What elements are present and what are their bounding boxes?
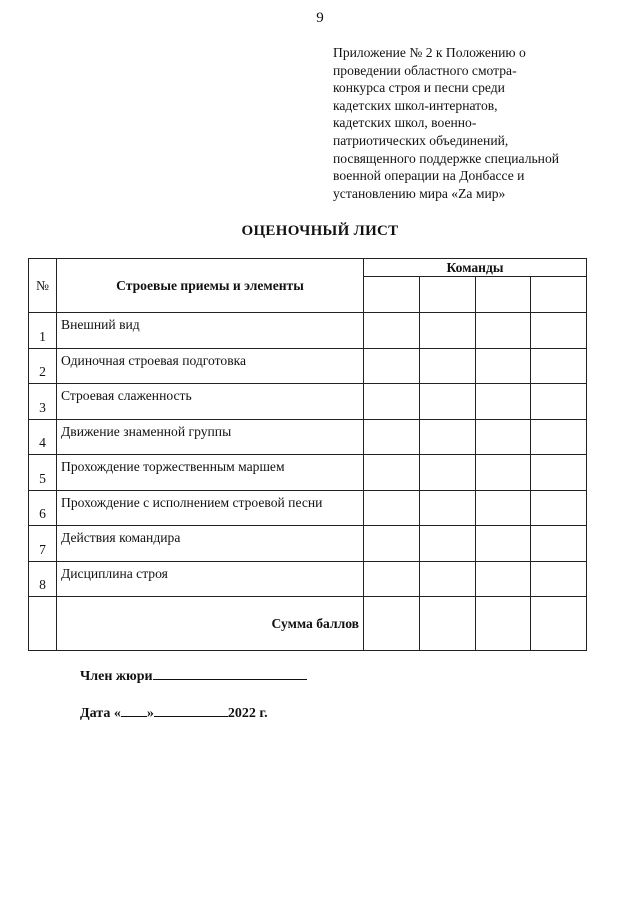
score-cell[interactable]: [419, 313, 475, 349]
row-number: 1: [29, 313, 57, 349]
table-row: [29, 490, 587, 526]
score-cell[interactable]: [364, 313, 420, 349]
jury-signature-field[interactable]: [153, 666, 307, 680]
table-row: [29, 419, 587, 455]
appendix-line: кадетских школ, военно-: [333, 115, 477, 131]
row-number: 8: [29, 561, 57, 597]
total-score-cell[interactable]: [531, 597, 587, 651]
row-number: 2: [29, 348, 57, 384]
appendix-line: Приложение № 2 к Положению о: [333, 45, 526, 60]
score-cell[interactable]: [419, 384, 475, 420]
appendix-line: патриотических объединений,: [333, 132, 509, 148]
scoring-table: [28, 258, 587, 651]
table-row: [29, 526, 587, 562]
score-cell[interactable]: [531, 384, 587, 420]
row-label: Прохождение с исполнением строевой песни: [57, 490, 364, 526]
score-cell[interactable]: [364, 348, 420, 384]
table-row: [29, 561, 587, 597]
row-number: 4: [29, 419, 57, 455]
score-cell[interactable]: [475, 348, 531, 384]
score-cell[interactable]: [531, 561, 587, 597]
page-number: 9: [316, 10, 324, 26]
row-label: Строевая слаженность: [57, 384, 364, 420]
score-cell[interactable]: [475, 384, 531, 420]
total-score-cell[interactable]: [419, 597, 475, 651]
score-cell[interactable]: [364, 561, 420, 597]
score-cell[interactable]: [419, 455, 475, 491]
score-cell[interactable]: [419, 561, 475, 597]
score-cell[interactable]: [364, 490, 420, 526]
appendix-line: конкурса строя и песни среди: [333, 80, 505, 96]
total-score-cell[interactable]: [364, 597, 420, 651]
score-cell[interactable]: [475, 526, 531, 562]
team-column-2[interactable]: [419, 277, 475, 313]
score-cell[interactable]: [475, 490, 531, 526]
date-quote-close: »: [146, 706, 154, 721]
table-row: [29, 384, 587, 420]
document-title: ОЦЕНОЧНЫЙ ЛИСТ: [241, 223, 399, 239]
row-label: Прохождение торжественным маршем: [57, 455, 364, 491]
appendix-line: проведении областного смотра-: [333, 62, 517, 78]
row-label: Одиночная строевая подготовка: [57, 348, 364, 384]
appendix-line: установлению мира «Za мир»: [333, 185, 506, 201]
month-field[interactable]: [154, 703, 228, 717]
score-cell[interactable]: [531, 313, 587, 349]
date-line: [80, 703, 268, 722]
total-score-cell[interactable]: [475, 597, 531, 651]
team-column-1[interactable]: [364, 277, 420, 313]
score-cell[interactable]: [531, 348, 587, 384]
row-label: Внешний вид: [57, 313, 364, 349]
appendix-line: посвященного поддержке специальной: [333, 150, 560, 166]
total-row: [29, 597, 587, 651]
row-number: 5: [29, 455, 57, 491]
column-header-teams: Команды: [364, 259, 587, 277]
score-cell[interactable]: [364, 526, 420, 562]
row-label: Действия командира: [57, 526, 364, 562]
row-number: 7: [29, 526, 57, 562]
column-header-item: Строевые приемы и элементы: [57, 259, 364, 313]
score-cell[interactable]: [475, 419, 531, 455]
score-cell[interactable]: [419, 526, 475, 562]
score-cell[interactable]: [364, 384, 420, 420]
date-label: Дата «: [80, 706, 121, 721]
year-label: 2022 г.: [227, 706, 268, 721]
score-cell[interactable]: [531, 455, 587, 491]
table-header-row: [29, 259, 587, 277]
score-cell[interactable]: [531, 490, 587, 526]
row-label: Дисциплина строя: [57, 561, 364, 597]
appendix-line: военной операции на Донбассе и: [333, 168, 525, 184]
score-cell[interactable]: [419, 419, 475, 455]
score-cell[interactable]: [419, 348, 475, 384]
row-number: 3: [29, 384, 57, 420]
appendix-reference: [333, 44, 589, 202]
jury-signature-line: [80, 666, 307, 685]
appendix-line: кадетских школ-интернатов,: [333, 97, 498, 113]
total-number-cell: [29, 597, 57, 651]
score-cell[interactable]: [419, 490, 475, 526]
score-cell[interactable]: [364, 455, 420, 491]
day-field[interactable]: [121, 703, 147, 717]
row-number: 6: [29, 490, 57, 526]
team-column-4[interactable]: [531, 277, 587, 313]
score-cell[interactable]: [531, 526, 587, 562]
column-header-number: №: [29, 259, 57, 313]
total-label: Сумма баллов: [57, 597, 364, 651]
score-cell[interactable]: [364, 419, 420, 455]
jury-label: Член жюри: [80, 669, 153, 684]
score-cell[interactable]: [475, 455, 531, 491]
score-cell[interactable]: [475, 561, 531, 597]
team-column-3[interactable]: [475, 277, 531, 313]
score-cell[interactable]: [475, 313, 531, 349]
table-row: [29, 348, 587, 384]
table-row: [29, 455, 587, 491]
row-label: Движение знаменной группы: [57, 419, 364, 455]
score-cell[interactable]: [531, 419, 587, 455]
table-row: [29, 313, 587, 349]
